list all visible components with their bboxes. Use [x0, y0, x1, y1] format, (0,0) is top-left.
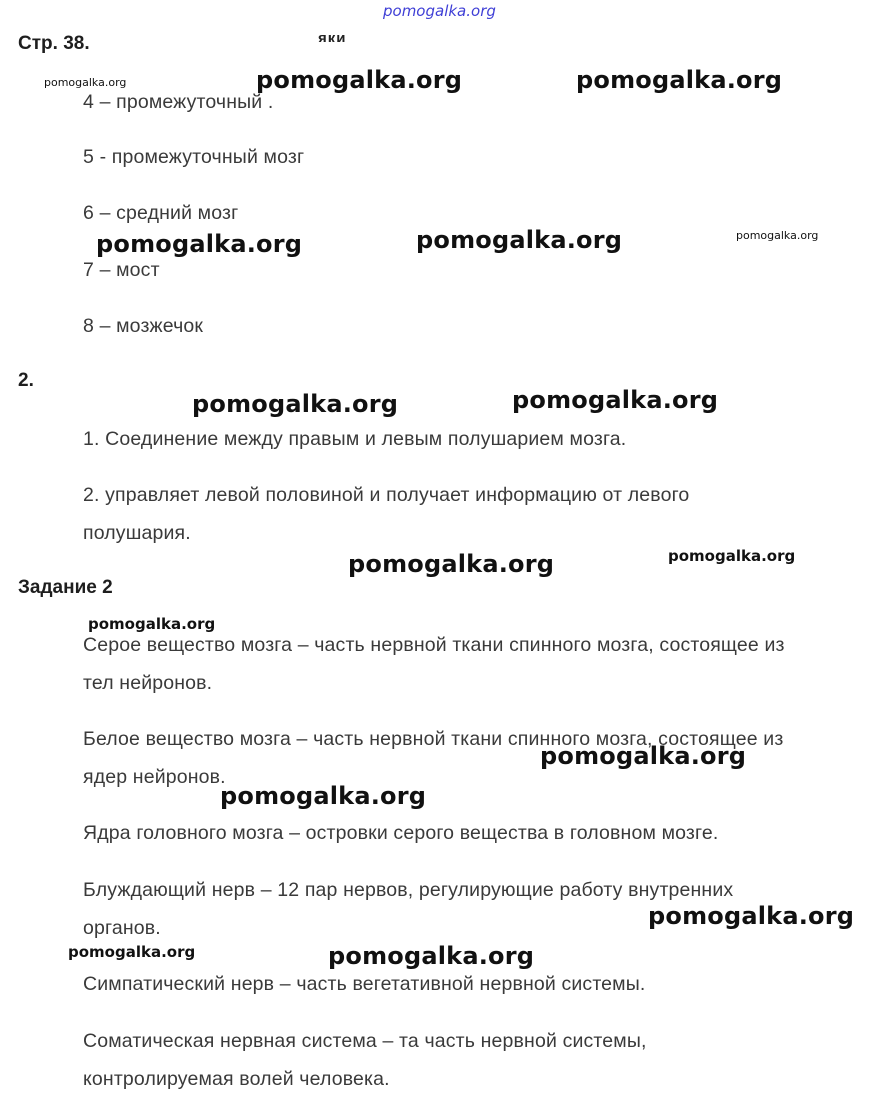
- list-item: 4 – промежуточный .: [83, 91, 274, 113]
- top-watermark: pomogalka.org: [383, 2, 496, 20]
- definition-line: Симпатический нерв – часть вегетативной нервной системы.: [83, 973, 646, 995]
- watermark: pomogalka.org: [44, 76, 127, 89]
- watermark: pomogalka.org: [576, 66, 783, 94]
- watermark: pomogalka.org: [736, 229, 819, 242]
- cropped-text-fragment: яки: [318, 30, 347, 42]
- list-item: 8 – мозжечок: [83, 315, 204, 337]
- definition-line: Серое вещество мозга – часть нервной ткани спинного мозга, состоящее из: [83, 634, 785, 656]
- list-item: 6 – средний мозг: [83, 202, 239, 224]
- watermark: pomogalka.org: [328, 942, 535, 970]
- definition-line: Ядра головного мозга – островки серого вещества в головном мозге.: [83, 822, 719, 844]
- task-2-heading: Задание 2: [18, 577, 113, 598]
- watermark: pomogalka.org: [416, 226, 623, 254]
- watermark: pomogalka.org: [256, 66, 463, 94]
- definition-line: ядер нейронов.: [83, 766, 226, 788]
- answer-line: 1. Соединение между правым и левым полушарием мозга.: [83, 428, 627, 450]
- watermark: pomogalka.org: [540, 742, 747, 770]
- watermark: pomogalka.org: [648, 902, 855, 930]
- watermark: pomogalka.org: [192, 390, 399, 418]
- watermark: pomogalka.org: [220, 782, 427, 810]
- watermark: pomogalka.org: [668, 547, 796, 565]
- section-2-heading: 2.: [18, 370, 34, 391]
- page-label: Стр. 38.: [18, 33, 90, 54]
- watermark: pomogalka.org: [348, 550, 555, 578]
- definition-line: Соматическая нервная система – та часть нервной системы,: [83, 1030, 647, 1052]
- definition-line: Белое вещество мозга – часть нервной ткани спинного мозга, состоящее из: [83, 728, 784, 750]
- list-item: 5 - промежуточный мозг: [83, 146, 305, 168]
- definition-line: Блуждающий нерв – 12 пар нервов, регулирующие работу внутренних: [83, 879, 734, 901]
- watermark: pomogalka.org: [88, 615, 216, 633]
- definition-line: контролируемая волей человека.: [83, 1068, 390, 1090]
- list-item: 7 – мост: [83, 259, 160, 281]
- definition-line: органов.: [83, 917, 161, 939]
- watermark: pomogalka.org: [68, 943, 196, 961]
- watermark: pomogalka.org: [512, 386, 719, 414]
- watermark: pomogalka.org: [96, 230, 303, 258]
- answer-line: 2. управляет левой половиной и получает информацию от левого: [83, 484, 690, 506]
- answer-line: полушария.: [83, 522, 191, 544]
- definition-line: тел нейронов.: [83, 672, 213, 694]
